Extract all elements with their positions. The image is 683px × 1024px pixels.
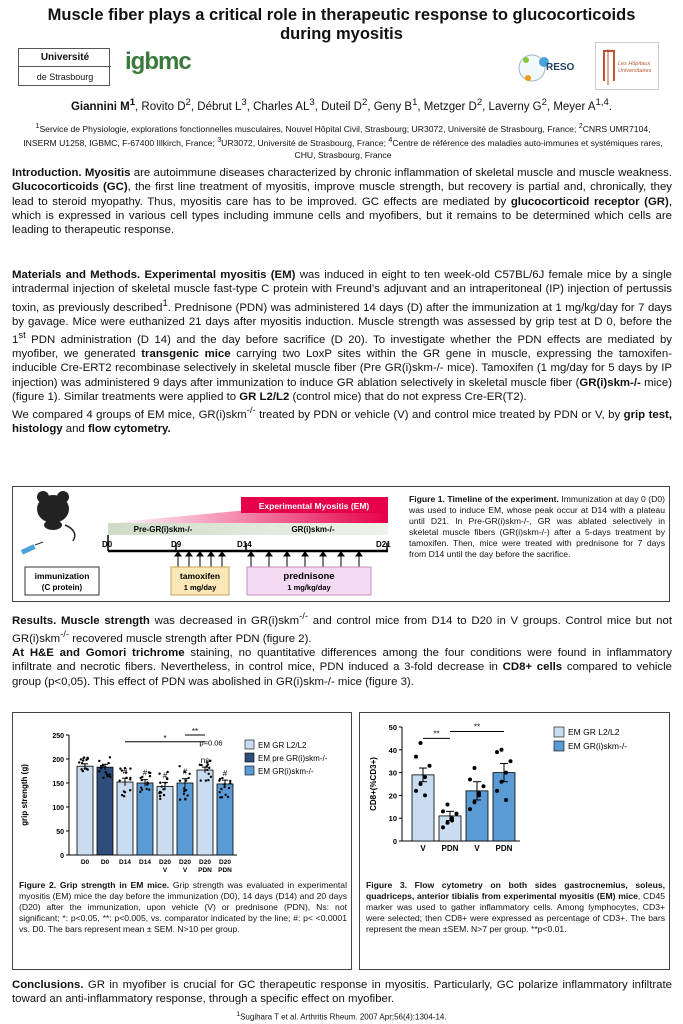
results-heading: Results. (12, 614, 57, 627)
data-point (98, 760, 100, 762)
cd8-flow-chart (360, 713, 669, 878)
reference-sup: 1 (236, 1011, 241, 1018)
data-point (78, 761, 80, 763)
figure-2-caption-label: Figure 2. (19, 880, 57, 890)
x-tick-label: D20 (199, 859, 211, 866)
methods-text-3: PDN administration (D 14) and the day before sacrifice (D 20). To investigate whether the PDN effects are mediated by myofiber, we generated (12, 333, 672, 361)
data-point (140, 777, 142, 779)
methods-paragraph (12, 268, 672, 437)
figure-2 (12, 712, 352, 970)
intro-heading: Introduction. (12, 167, 82, 179)
data-point (162, 788, 164, 790)
legend-swatch (245, 766, 254, 775)
data-point (178, 765, 180, 767)
affil-3-sup: 3 (217, 136, 222, 145)
legend-swatch (554, 741, 564, 751)
figure-1-caption-text: Immunization at day 0 (D0) was used to induce EM, whose peak occur at D14 with a plateau until D21. In Pre-GR(i)skm-/-, GR was ablated selectively in skeletal muscle fibers (GR(i)skm-/-) after a 5-days treatment by tamoxifen. Then, mice were treated with prednisone for 7 days from D14 until the day before the sacrifice. (409, 494, 665, 559)
y-tick-label: 10 (388, 814, 397, 824)
data-point (223, 783, 225, 785)
sig-line-label: ** (433, 729, 440, 739)
x-tick-label: PDN (218, 867, 232, 874)
author-1: Giannini M (70, 100, 130, 113)
author-7-sup: 2 (476, 97, 483, 108)
bar (137, 783, 153, 855)
methods-p2-text-3: and (62, 423, 88, 436)
data-point (98, 770, 100, 772)
author-4: , Charles AL (246, 100, 310, 113)
data-point (83, 756, 85, 758)
legend-swatch (554, 727, 564, 737)
y-tick-label: 0 (392, 837, 397, 846)
sig-line-label: ** (473, 722, 481, 732)
data-point (161, 785, 163, 787)
author-5-sup: 2 (361, 97, 368, 108)
figure-1 (12, 486, 670, 602)
data-point (85, 759, 87, 761)
data-point (158, 792, 160, 794)
data-point (207, 779, 209, 781)
methods-bold-6: flow cytometry. (87, 423, 171, 436)
results-bold-1: Muscle strength (61, 614, 150, 627)
data-point (185, 789, 187, 791)
data-point (450, 818, 454, 822)
data-point (125, 777, 127, 779)
data-point (158, 772, 160, 774)
data-point (109, 756, 111, 758)
data-point (86, 768, 88, 770)
data-point (123, 790, 125, 792)
data-point (504, 798, 508, 802)
methods-text-6: (control mice) that do not express Cre-ER(T2). (289, 390, 527, 403)
hopitaux-logo-line-1: Les Hôpitaux (618, 61, 651, 67)
data-point (179, 780, 181, 782)
data-point (187, 777, 189, 779)
y-tick-label: 50 (388, 723, 397, 732)
data-point (495, 789, 499, 793)
figure-3-caption-title: Figure 3. Flow cytometry on both sides gastrocnemius, soleus, quadriceps, anterior tibialis from experimental myositis (EM) mice (366, 880, 665, 901)
hopitaux-logo-text (618, 61, 651, 75)
data-point (109, 776, 111, 778)
label-d21: D21 (376, 540, 391, 549)
data-point (164, 782, 166, 784)
data-point (223, 786, 225, 788)
data-point (123, 795, 125, 797)
data-point (82, 759, 84, 761)
data-point (118, 780, 120, 782)
methods-p2-text-2: treated by PDN or vehicle (V) and control mice treated by PDN or V, by (255, 409, 624, 422)
bar (412, 775, 434, 841)
data-point (163, 794, 165, 796)
legend-label: EM pre GR(i)skm-/- (258, 754, 328, 763)
figure-2-caption (19, 880, 347, 935)
author-9-sup: 1,4 (595, 97, 609, 108)
legend-label: EM GR(i)skm-/- (258, 767, 314, 776)
data-point (159, 782, 161, 784)
data-point (500, 748, 504, 752)
intro-bold-2: Glucocorticoids (GC) (12, 181, 128, 194)
y-tick-label: 30 (388, 768, 397, 778)
figure-3-caption (366, 880, 665, 935)
x-tick-label: D20 (159, 859, 171, 866)
methods-text-1: was induced in eight to ten week-old C57BL/6J female mice by a single intradermal injection of skeletal muscle fast-type C protein with Freund’s adjuvant and an intraperitoneal (IP) injection of pertussis toxin, as previously described (12, 269, 672, 314)
data-point (129, 767, 131, 769)
results-text-4: staining, no quantitative differences among the four conditions were found in inflammatory infiltrate and necrotic fibers. Nevertheless, in control mice, PDN induced a 3-fold decrease in (12, 647, 672, 674)
data-point (229, 780, 231, 782)
conclusions-paragraph (12, 978, 672, 1007)
x-tick-label: PDN (495, 844, 513, 853)
reso-logo (512, 48, 586, 88)
data-point (205, 779, 207, 781)
data-point (206, 769, 208, 771)
data-point (414, 755, 418, 759)
data-point (441, 825, 445, 829)
data-point (228, 787, 230, 789)
data-point (82, 770, 84, 772)
legend-label: EM GR L2/L2 (568, 727, 620, 737)
affiliations (18, 121, 668, 161)
dose-arrows (175, 552, 362, 567)
syringe-icon (21, 542, 43, 555)
results-paragraph (12, 610, 672, 689)
x-tick-label: D20 (179, 859, 191, 866)
y-tick-label: 50 (56, 829, 64, 836)
author-list (0, 97, 683, 113)
methods-st-sup: st (18, 329, 26, 341)
results-text-3: recovered muscle strength after PDN (figure 2). (69, 632, 312, 645)
data-point (149, 775, 151, 777)
significance-mark: # (122, 767, 128, 777)
data-point (108, 773, 110, 775)
y-tick-label: 200 (52, 757, 64, 764)
intro-text-2: , the first line treatment of myositis, improve muscle strength, but recovery is partial and, chronically, they lead to steroid myopathy. Thus, myositis care has to be improved. GC effects are mediated by (12, 181, 672, 208)
data-point (468, 807, 472, 811)
data-point (141, 788, 143, 790)
x-tick-label: PDN (441, 844, 459, 853)
data-point (104, 766, 106, 768)
introduction-paragraph (12, 166, 672, 237)
data-point (119, 767, 121, 769)
legend-swatch (245, 753, 254, 762)
data-point (500, 780, 504, 784)
data-point (183, 793, 185, 795)
data-point (504, 771, 508, 775)
significance-mark: # (182, 767, 188, 777)
reference (0, 1011, 683, 1022)
hopitaux-logo-line-2: Universitaires (618, 68, 652, 74)
data-point (179, 799, 181, 801)
figure-3 (359, 712, 670, 970)
data-point (102, 777, 104, 779)
data-point (482, 784, 486, 788)
prednisone-label: prednisone (283, 571, 335, 582)
prednisone-dose: 1 mg/kg/day (287, 583, 331, 592)
y-tick-label: 0 (60, 853, 64, 860)
data-point (139, 791, 141, 793)
reference-text: Sugihara T et al. Arthritis Rheum. 2007 Apr;56(4):1304-14. (240, 1012, 447, 1022)
data-point (105, 771, 107, 773)
data-point (229, 782, 231, 784)
data-point (106, 773, 108, 775)
data-point (419, 741, 423, 745)
unistra-logo-line-2: de Strasbourg (36, 72, 94, 82)
data-point (441, 809, 445, 813)
bar (197, 770, 213, 855)
data-point (210, 776, 212, 778)
x-tick-label: D0 (80, 859, 90, 866)
unistra-logo (18, 48, 110, 86)
data-point (107, 762, 109, 764)
methods-p2-sup: -/- (246, 405, 256, 417)
tamoxifen-dose: 1 mg/day (183, 583, 217, 592)
data-point (185, 779, 187, 781)
author-8: , Laverny G (482, 100, 542, 113)
intro-text-1: are autoimmune diseases characterized by chronic inflammation of skeletal muscle and muscle weakness. (130, 167, 672, 179)
results-text-1: was decreased in GR(i)skm (149, 614, 300, 627)
data-point (141, 779, 143, 781)
author-4-sup: 3 (309, 97, 315, 108)
unistra-logo-line-1: Université (19, 49, 111, 67)
data-point (102, 764, 104, 766)
x-tick-label: D20 (219, 859, 231, 866)
sig-line-label: * (163, 733, 167, 743)
em-banner-label: Experimental Myositis (EM) (258, 501, 370, 511)
affil-3: UR3072, Université de Strasbourg, France; (221, 138, 389, 149)
data-point (159, 798, 161, 800)
data-point (509, 759, 513, 763)
methods-bold-5: grip test, histology (12, 409, 672, 436)
data-point (446, 821, 450, 825)
label-d14: D14 (237, 540, 252, 549)
intro-bold-3: glucocorticoid receptor (GR) (510, 195, 669, 208)
data-point (423, 793, 427, 797)
figure-1-timeline (13, 487, 408, 601)
data-point (184, 798, 186, 800)
y-tick-label: 100 (52, 805, 64, 812)
results-bold-3: CD8+ cells (502, 661, 563, 674)
methods-heading: Materials and Methods. (12, 269, 141, 281)
immunization-sublabel: (C protein) (41, 583, 83, 592)
data-point (218, 791, 220, 793)
figure-1-caption-title: Figure 1. Timeline of the experiment. (409, 494, 559, 504)
title-line-1: Muscle fiber plays a critical role in therapeutic response to glucocorticoids (47, 6, 636, 24)
data-point (207, 773, 209, 775)
author-3-sup: 3 (241, 97, 247, 108)
data-point (495, 750, 499, 754)
author-end: . (608, 100, 613, 113)
figure-3-caption-text: , CD45 marker was used to gather inflammatory cells. Among lymphocytes, CD3+ were selected; then CD8+ were expressed as percentage of CD3+. The bars represent the mean ±SEM. N>7 per group. **p<0.01. (366, 891, 665, 934)
data-point (219, 778, 221, 780)
author-7: , Metzger D (417, 100, 477, 113)
significance-mark: # (142, 768, 148, 778)
methods-ref-sup: 1 (162, 297, 168, 309)
y-tick-label: 40 (388, 745, 397, 755)
data-point (227, 796, 229, 798)
methods-bold-2: transgenic mice (141, 348, 231, 361)
data-point (149, 772, 151, 774)
data-point (129, 777, 131, 779)
author-2-sup: 2 (185, 97, 191, 108)
data-point (219, 796, 221, 798)
data-point (129, 789, 131, 791)
methods-text-5: mice) (figure 1). Similar treatments were applied to (12, 376, 672, 403)
legend-label: EM GR L2/L2 (258, 741, 307, 750)
p-value-label: p=0.06 (199, 738, 223, 748)
bar (77, 766, 93, 855)
data-point (468, 777, 472, 781)
data-point (477, 793, 481, 797)
data-point (183, 787, 185, 789)
igbmc-logo-text: igbmc (125, 48, 191, 75)
y-axis-label: CD8+(%CD3+) (369, 757, 378, 811)
methods-text-2: . Prednisone (PDN) was administered 14 days (D) after the immunization at 1 mg/kg/day for 7 days by gavage. Mice were euthanized 21 days after myositis induction. Muscle strength was assessed by grip test at D 0, before the 1 (12, 301, 673, 346)
poster-title (10, 6, 673, 44)
data-point (220, 788, 222, 790)
x-tick-label: V (162, 867, 168, 874)
conclusions-heading: Conclusions. (12, 979, 84, 991)
data-point (100, 767, 102, 769)
x-tick-label: V (182, 867, 188, 874)
x-tick-label: D14 (119, 859, 131, 866)
author-6-sup: 1 (412, 97, 418, 108)
affil-4: Centre de référence des maladies auto-immunes et systémiques rares, CHU, Strasbourg, France (294, 138, 663, 160)
grip-strength-chart (13, 713, 351, 878)
methods-p2-text-1: We compared 4 groups of EM mice, GR(i)skm (12, 409, 247, 422)
data-point (81, 762, 83, 764)
data-point (200, 779, 202, 781)
y-axis-label: grip strength (g) (20, 764, 29, 826)
data-point (208, 767, 210, 769)
affil-2-sup: 2 (578, 122, 583, 130)
x-tick-label: V (420, 844, 426, 853)
author-5: , Duteil D (314, 100, 362, 113)
sig-line-label: ** (191, 727, 199, 737)
x-tick-label: PDN (198, 867, 212, 874)
data-point (224, 794, 226, 796)
data-point (414, 789, 418, 793)
data-point (145, 788, 147, 790)
x-tick-label: D14 (139, 859, 151, 866)
affil-4-sup: 4 (388, 136, 393, 145)
data-point (186, 794, 188, 796)
data-point (473, 766, 477, 770)
reso-logo-text: RESO (546, 62, 575, 73)
x-tick-label: V (474, 844, 480, 853)
y-tick-label: 20 (388, 791, 397, 801)
author-6: , Geny B (367, 100, 413, 113)
data-point (159, 795, 161, 797)
author-2: , Rovito D (135, 100, 186, 113)
legend-label: EM GR(i)skm-/- (568, 741, 628, 751)
data-point (455, 812, 459, 816)
author-3: , Débrut L (190, 100, 242, 113)
methods-text-4: carrying two LoxP sites within the GR gene in muscle, expressing the tamoxifen-inducible Cre-ERT2 recombinase selectively in skeletal muscle fiber (Pre GR(i)skm-/- mice). Tamoxifen (1 mg/day for 5 days by IP injection) was administered 9 days after immunization to induce GR ablation selectively in skeletal muscle fiber ( (12, 348, 672, 389)
data-point (121, 794, 123, 796)
author-8-sup: 2 (541, 97, 547, 108)
data-point (423, 775, 427, 779)
igbmc-logo (121, 44, 203, 88)
figure-2-caption-title: Grip strength in EM mice. (56, 880, 170, 890)
conclusions-text: GR in myofiber is crucial for GC therapeutic response in myositis. Particularly, GC polarize inflammatory infiltrate toward an anti-inflammatory response, through a specific effect on myofiber. (12, 979, 672, 1006)
x-tick-label: D0 (100, 859, 110, 866)
affil-1-sup: 1 (35, 122, 40, 130)
y-tick-label: 150 (52, 781, 64, 788)
bar (493, 773, 515, 841)
results-sup-1: -/- (299, 611, 309, 622)
results-text-2: and control mice from D14 to D20 in V groups. Control mice but not GR(i)skm (12, 614, 672, 645)
data-point (428, 764, 432, 768)
post-gr-label: GR(i)skm-/- (291, 525, 335, 534)
label-d0: D0 (102, 540, 113, 549)
hopitaux-logo (595, 42, 659, 90)
significance-mark: ns (200, 756, 210, 766)
bar (97, 767, 113, 855)
pre-gr-label: Pre-GR(i)skm-/- (133, 525, 193, 534)
data-point (419, 782, 423, 786)
immunization-label: immunization (34, 571, 90, 581)
figure-2-caption-text: Grip strength was evaluated in experimental myositis (EM) mice the day before the immunization (D0), 14 days (D14) and 20 days (D20) after the immunization, upon vehicle (V) or prednisone (PDN), Ns: not significant; *: p<0.05, **: p<0.005, vs. comparator indicated by the line; #: p< <0.0001 vs. D0. The bars represent mean ± SEM. N>10 per group. (19, 880, 347, 934)
tamoxifen-label: tamoxifen (179, 571, 221, 581)
data-point (148, 788, 150, 790)
results-sup-2: -/- (60, 629, 70, 641)
results-bold-2: At H&E and Gomori trichrome (12, 647, 185, 660)
mouse-icon (37, 491, 75, 541)
results-text-5: compared to vehicle group (p<0,05). This effect of PDN was abolished in GR(i)skm-/- mice (figure 3). (12, 661, 672, 688)
data-point (188, 773, 190, 775)
affil-2: CNRS UMR7104, INSERM U1258, IGBMC, F-67400 Illkirch, France; (23, 123, 651, 149)
data-point (147, 782, 149, 784)
label-d9: D9 (171, 540, 182, 549)
legend-swatch (245, 740, 254, 749)
author-1-sup: 1 (129, 97, 136, 108)
intro-bold-1: Myositis (84, 167, 131, 179)
significance-mark: # (162, 771, 168, 781)
data-point (473, 800, 477, 804)
y-tick-label: 250 (52, 733, 64, 740)
methods-bold-1: Experimental myositis (EM) (144, 269, 296, 281)
affil-1: Service de Physiologie, explorations fonctionnelles musculaires, Nouvel Hôpital Civil, Strasbourg; UR3072, Université de Strasbourg, France; (39, 123, 579, 134)
data-point (446, 803, 450, 807)
author-9: , Meyer A (546, 100, 596, 113)
data-point (80, 758, 82, 760)
title-line-2: during myositis (280, 25, 403, 43)
significance-mark: # (222, 769, 228, 779)
methods-bold-3: GR(i)skm-/- (579, 376, 641, 389)
intro-text-3: , which is expressed in various cell types including immune cells and myofibers, but it remains to be determined which cells are leading to therapeutic response. (12, 195, 672, 237)
figure-1-caption (409, 494, 665, 560)
methods-bold-4: GR L2/L2 (239, 390, 290, 403)
